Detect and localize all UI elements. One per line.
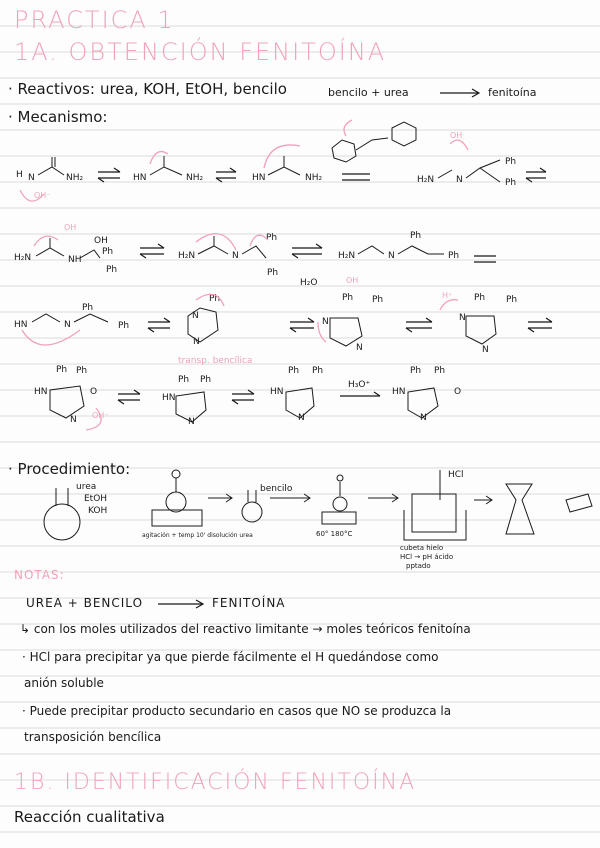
reaction-left: bencilo + urea [328,86,409,99]
ice-caption-2: HCl → pH ácido [400,553,454,561]
section-b-title: 1B. IDENTIFICACIÓN FENITOÍNA [14,770,417,795]
svg-text:NH₂: NH₂ [186,173,204,183]
svg-text:N: N [356,343,363,353]
svg-text:NH: NH [68,255,82,265]
svg-text:N: N [70,415,77,425]
notas-line1-right: FENITOÍNA [212,596,286,610]
svg-text:Ph: Ph [505,178,517,188]
svg-text:N: N [298,413,305,423]
notas-line3b: anión soluble [24,676,104,690]
svg-text:OH: OH [450,131,463,140]
svg-text:NH₂: NH₂ [66,173,84,183]
svg-text:Ph: Ph [342,293,354,303]
svg-text:N: N [459,313,466,323]
mecanismo-label: · Mecanismo: [8,108,108,126]
svg-text:Ph: Ph [288,366,300,376]
flask1-koh: KOH [88,506,108,516]
notas-line3: · HCl para precipitar ya que pierde fácilmente el H quedándose como [22,650,439,664]
reaction-right: fenitoína [488,86,537,99]
svg-text:Ph: Ph [56,365,68,375]
svg-text:N: N [420,413,427,423]
flask1-urea: urea [76,482,97,492]
svg-text:HN: HN [252,173,266,183]
reactivos-list: urea, KOH, EtOH, bencilo [100,80,287,98]
svg-text:Ph: Ph [76,366,88,376]
svg-text:O: O [454,387,462,397]
notas-line4: · Puede precipitar producto secundario en casos que NO se produzca la [22,704,452,718]
temp-label: 60° 180°C [316,530,353,538]
svg-text:N: N [456,175,463,185]
transp-label: transp. bencílica [178,356,253,366]
svg-text:Ph: Ph [312,366,324,376]
svg-text:HN: HN [270,387,284,397]
svg-text:Ph: Ph [434,366,446,376]
svg-text:N: N [28,173,35,183]
svg-text:HN: HN [14,320,28,330]
svg-text:H₂O: H₂O [300,278,318,288]
svg-text:OH: OH [94,236,108,246]
svg-text:N: N [388,251,395,261]
svg-text:Ph: Ph [118,321,130,331]
svg-text:Ph: Ph [267,268,279,278]
svg-text:O: O [90,387,98,397]
svg-text:Ph: Ph [410,366,422,376]
ice-caption-1: cubeta hielo [400,544,444,552]
svg-text:OH⁻: OH⁻ [34,191,51,200]
notas-line2: ↳ con los moles utilizados del reactivo limitante → moles teóricos fenitoína [20,622,471,636]
bencilo-label: bencilo [260,484,293,494]
svg-text:N: N [188,417,195,427]
svg-text:Ph: Ph [474,293,486,303]
svg-text:N: N [64,320,71,330]
notas-line1-left: UREA + BENCILO [26,596,144,610]
svg-text:Ph: Ph [106,265,118,275]
svg-text:Ph: Ph [505,157,517,167]
flask1-etoh: EtOH [84,494,108,504]
svg-text:H⁺: H⁺ [442,291,453,300]
procedimiento-label: · Procedimiento: [8,460,131,478]
svg-text:H₂N: H₂N [417,175,435,185]
svg-text:HN: HN [162,393,176,403]
svg-text:OH⁻: OH⁻ [92,411,109,420]
svg-text:NH₂: NH₂ [305,173,323,183]
svg-text:H₂N: H₂N [178,251,196,261]
svg-text:N: N [193,337,200,347]
svg-text:HN: HN [392,387,406,397]
svg-text:HN: HN [133,173,147,183]
notas-line4b: transposición bencílica [24,730,162,744]
identificacion-subtitle: Reacción cualitativa [14,808,165,826]
svg-text:H₂N: H₂N [338,251,356,261]
hcl-label: HCl [448,470,464,480]
stir-caption: agitación + temp 10' disolución urea [142,532,253,539]
svg-text:Ph: Ph [410,231,422,241]
svg-text:Ph: Ph [82,303,94,313]
svg-text:Ph: Ph [372,295,384,305]
section-a-title: 1A. OBTENCIÓN FENITOÍNA [14,38,387,66]
svg-text:HN: HN [34,387,48,397]
svg-text:Ph: Ph [102,247,114,257]
svg-text:Ph: Ph [266,233,278,243]
notas-label: NOTAS: [14,568,65,582]
svg-text:OH: OH [346,276,359,285]
svg-text:H: H [16,170,23,180]
h3o-label: H₃O⁺ [348,380,371,390]
svg-text:N: N [322,317,329,327]
svg-text:Ph: Ph [506,295,518,305]
svg-text:Ph: Ph [448,251,460,261]
ice-caption-3: pptado [406,562,431,570]
svg-text:N: N [482,345,489,355]
svg-text:N: N [232,251,239,261]
svg-text:OH: OH [64,223,77,232]
reactivos-label: · Reactivos: [8,80,95,98]
svg-text:Ph: Ph [200,375,212,385]
svg-text:Ph: Ph [178,375,190,385]
svg-text:N: N [192,311,199,321]
page-title: PRACTICA 1 [14,6,175,34]
svg-text:H₂N: H₂N [14,253,32,263]
svg-text:Ph: Ph [209,294,221,304]
